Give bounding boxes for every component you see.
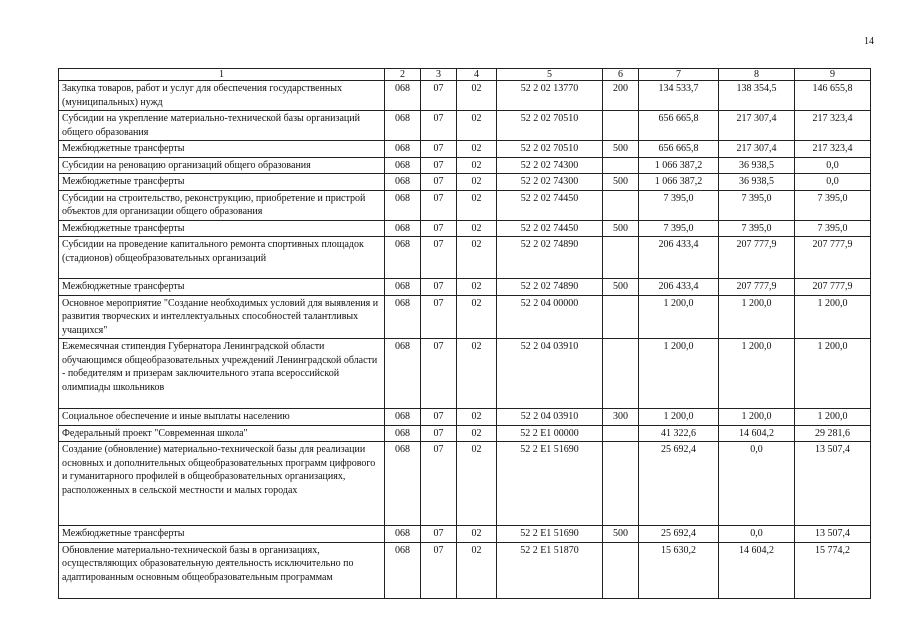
row-c4-cell: 02 xyxy=(457,111,497,141)
row-c9-cell: 146 655,8 xyxy=(795,81,871,111)
row-name-cell: Федеральный проект "Современная школа" xyxy=(59,425,385,442)
row-name-cell: Межбюджетные трансферты xyxy=(59,220,385,237)
row-c4-cell: 02 xyxy=(457,141,497,158)
header-cell: 3 xyxy=(421,69,457,81)
row-c3-cell: 07 xyxy=(421,339,457,409)
row-c3-cell: 07 xyxy=(421,220,457,237)
row-c3-cell: 07 xyxy=(421,279,457,296)
row-c9-cell: 15 774,2 xyxy=(795,542,871,598)
row-c9-cell: 207 777,9 xyxy=(795,237,871,279)
row-c9-cell: 1 200,0 xyxy=(795,409,871,426)
row-c3-cell: 07 xyxy=(421,141,457,158)
row-c9-cell: 7 395,0 xyxy=(795,190,871,220)
row-c9-cell: 29 281,6 xyxy=(795,425,871,442)
row-c9-cell: 13 507,4 xyxy=(795,442,871,526)
header-cell: 9 xyxy=(795,69,871,81)
row-c5-cell: 52 2 02 13770 xyxy=(497,81,603,111)
table-row xyxy=(59,81,871,111)
row-name-cell: Закупка товаров, работ и услуг для обеспечения государственных (муниципальных) нужд xyxy=(59,81,385,111)
row-c4-cell: 02 xyxy=(457,81,497,111)
header-cell: 6 xyxy=(603,69,639,81)
table-row xyxy=(59,190,871,220)
row-c5-cell: 52 2 02 74450 xyxy=(497,190,603,220)
row-c5-cell: 52 2 E1 51690 xyxy=(497,442,603,526)
row-c6-cell xyxy=(603,157,639,174)
row-c2-cell: 068 xyxy=(385,425,421,442)
row-c2-cell: 068 xyxy=(385,237,421,279)
table-row xyxy=(59,409,871,426)
row-c6-cell xyxy=(603,339,639,409)
header-cell: 4 xyxy=(457,69,497,81)
row-c8-cell: 7 395,0 xyxy=(719,190,795,220)
table-row xyxy=(59,425,871,442)
row-c7-cell: 25 692,4 xyxy=(639,526,719,543)
row-c4-cell: 02 xyxy=(457,220,497,237)
row-c3-cell: 07 xyxy=(421,81,457,111)
row-c9-cell: 0,0 xyxy=(795,174,871,191)
table-row xyxy=(59,442,871,526)
row-name-cell: Субсидии на проведение капитального ремонта спортивных площадок (стадионов) общеобразовательных организаций xyxy=(59,237,385,279)
row-name-cell: Межбюджетные трансферты xyxy=(59,141,385,158)
row-c8-cell: 217 307,4 xyxy=(719,111,795,141)
row-name-cell: Субсидии на строительство, реконструкцию, приобретение и пристрой объектов для организации общего образования xyxy=(59,190,385,220)
row-c3-cell: 07 xyxy=(421,111,457,141)
row-c6-cell: 500 xyxy=(603,141,639,158)
table-row xyxy=(59,542,871,598)
row-c5-cell: 52 2 02 70510 xyxy=(497,111,603,141)
budget-table xyxy=(58,68,871,599)
row-c5-cell: 52 2 E1 51870 xyxy=(497,542,603,598)
row-c7-cell: 206 433,4 xyxy=(639,279,719,296)
row-name-cell: Социальное обеспечение и иные выплаты населению xyxy=(59,409,385,426)
row-c8-cell: 207 777,9 xyxy=(719,237,795,279)
row-c2-cell: 068 xyxy=(385,220,421,237)
row-c7-cell: 206 433,4 xyxy=(639,237,719,279)
table-row xyxy=(59,339,871,409)
row-c3-cell: 07 xyxy=(421,542,457,598)
table-row xyxy=(59,111,871,141)
row-name-cell: Основное мероприятие "Создание необходимых условий для выявления и развития творческих и интеллектуальных способностей талантливых учащихся" xyxy=(59,295,385,339)
row-c6-cell xyxy=(603,425,639,442)
row-c9-cell: 217 323,4 xyxy=(795,141,871,158)
row-c2-cell: 068 xyxy=(385,526,421,543)
row-c5-cell: 52 2 04 03910 xyxy=(497,409,603,426)
row-c3-cell: 07 xyxy=(421,409,457,426)
row-c5-cell: 52 2 E1 00000 xyxy=(497,425,603,442)
row-c9-cell: 1 200,0 xyxy=(795,339,871,409)
table-row xyxy=(59,295,871,339)
row-c6-cell xyxy=(603,237,639,279)
row-c4-cell: 02 xyxy=(457,190,497,220)
row-name-cell: Ежемесячная стипендия Губернатора Ленинградской области обучающимся общеобразовательных учреждений Ленинградской области - победителям и призерам заключительного этапа всероссийской олимпиады школьников xyxy=(59,339,385,409)
row-name-cell: Межбюджетные трансферты xyxy=(59,174,385,191)
row-c3-cell: 07 xyxy=(421,295,457,339)
row-c5-cell: 52 2 04 03910 xyxy=(497,339,603,409)
row-c6-cell: 500 xyxy=(603,220,639,237)
row-c7-cell: 25 692,4 xyxy=(639,442,719,526)
row-name-cell: Межбюджетные трансферты xyxy=(59,526,385,543)
row-c4-cell: 02 xyxy=(457,542,497,598)
row-c2-cell: 068 xyxy=(385,339,421,409)
row-c9-cell: 13 507,4 xyxy=(795,526,871,543)
row-c4-cell: 02 xyxy=(457,279,497,296)
row-c8-cell: 14 604,2 xyxy=(719,542,795,598)
header-cell: 5 xyxy=(497,69,603,81)
row-c2-cell: 068 xyxy=(385,542,421,598)
row-c4-cell: 02 xyxy=(457,409,497,426)
row-c2-cell: 068 xyxy=(385,409,421,426)
row-c6-cell xyxy=(603,442,639,526)
row-c2-cell: 068 xyxy=(385,442,421,526)
row-c7-cell: 15 630,2 xyxy=(639,542,719,598)
row-c2-cell: 068 xyxy=(385,111,421,141)
row-c7-cell: 7 395,0 xyxy=(639,220,719,237)
row-c4-cell: 02 xyxy=(457,174,497,191)
row-c4-cell: 02 xyxy=(457,295,497,339)
row-c5-cell: 52 2 02 74300 xyxy=(497,157,603,174)
table-row xyxy=(59,237,871,279)
row-c5-cell: 52 2 02 74300 xyxy=(497,174,603,191)
row-name-cell: Обновление материально-технической базы в организациях, осуществляющих образовательную деятельность исключительно по адаптированным основным общеобразовательным программам xyxy=(59,542,385,598)
row-c7-cell: 656 665,8 xyxy=(639,111,719,141)
table-row xyxy=(59,526,871,543)
row-c5-cell: 52 2 02 74890 xyxy=(497,279,603,296)
row-c7-cell: 134 533,7 xyxy=(639,81,719,111)
row-c7-cell: 7 395,0 xyxy=(639,190,719,220)
row-c6-cell: 500 xyxy=(603,174,639,191)
row-c6-cell xyxy=(603,111,639,141)
row-c6-cell xyxy=(603,542,639,598)
row-c8-cell: 1 200,0 xyxy=(719,409,795,426)
row-c2-cell: 068 xyxy=(385,141,421,158)
header-cell: 8 xyxy=(719,69,795,81)
row-c3-cell: 07 xyxy=(421,190,457,220)
row-c8-cell: 207 777,9 xyxy=(719,279,795,296)
header-row xyxy=(59,69,871,81)
row-c5-cell: 52 2 02 70510 xyxy=(497,141,603,158)
header-cell: 7 xyxy=(639,69,719,81)
row-c8-cell: 14 604,2 xyxy=(719,425,795,442)
table-row xyxy=(59,279,871,296)
row-c3-cell: 07 xyxy=(421,442,457,526)
row-name-cell: Субсидии на реновацию организаций общего образования xyxy=(59,157,385,174)
row-c9-cell: 217 323,4 xyxy=(795,111,871,141)
row-c2-cell: 068 xyxy=(385,190,421,220)
row-c8-cell: 138 354,5 xyxy=(719,81,795,111)
row-name-cell: Создание (обновление) материально-технической базы для реализации основных и дополнительных общеобразовательных программ цифрового и гуманитарного профилей в общеобразовательных организациях, расположенных в сельской местности и малых городах xyxy=(59,442,385,526)
row-c4-cell: 02 xyxy=(457,157,497,174)
table-row xyxy=(59,141,871,158)
row-c5-cell: 52 2 E1 51690 xyxy=(497,526,603,543)
row-c3-cell: 07 xyxy=(421,157,457,174)
row-c5-cell: 52 2 02 74890 xyxy=(497,237,603,279)
row-c7-cell: 41 322,6 xyxy=(639,425,719,442)
row-c8-cell: 0,0 xyxy=(719,442,795,526)
row-c4-cell: 02 xyxy=(457,237,497,279)
row-c9-cell: 7 395,0 xyxy=(795,220,871,237)
table-row xyxy=(59,220,871,237)
header-cell: 2 xyxy=(385,69,421,81)
table-row xyxy=(59,174,871,191)
row-c8-cell: 36 938,5 xyxy=(719,174,795,191)
row-c6-cell xyxy=(603,295,639,339)
row-c2-cell: 068 xyxy=(385,295,421,339)
row-c2-cell: 068 xyxy=(385,157,421,174)
row-c8-cell: 0,0 xyxy=(719,526,795,543)
row-c4-cell: 02 xyxy=(457,442,497,526)
header-cell: 1 xyxy=(59,69,385,81)
row-c8-cell: 36 938,5 xyxy=(719,157,795,174)
table-row xyxy=(59,157,871,174)
row-c8-cell: 7 395,0 xyxy=(719,220,795,237)
row-c3-cell: 07 xyxy=(421,425,457,442)
row-c7-cell: 1 200,0 xyxy=(639,339,719,409)
row-c7-cell: 1 066 387,2 xyxy=(639,174,719,191)
row-c9-cell: 1 200,0 xyxy=(795,295,871,339)
row-c7-cell: 1 200,0 xyxy=(639,409,719,426)
row-c6-cell: 500 xyxy=(603,279,639,296)
row-c8-cell: 1 200,0 xyxy=(719,339,795,409)
row-c5-cell: 52 2 02 74450 xyxy=(497,220,603,237)
row-c6-cell: 500 xyxy=(603,526,639,543)
row-c7-cell: 1 200,0 xyxy=(639,295,719,339)
row-c5-cell: 52 2 04 00000 xyxy=(497,295,603,339)
row-c2-cell: 068 xyxy=(385,81,421,111)
row-name-cell: Межбюджетные трансферты xyxy=(59,279,385,296)
row-name-cell: Субсидии на укрепление материально-технической базы организаций общего образования xyxy=(59,111,385,141)
row-c8-cell: 217 307,4 xyxy=(719,141,795,158)
row-c4-cell: 02 xyxy=(457,425,497,442)
row-c6-cell: 200 xyxy=(603,81,639,111)
row-c6-cell: 300 xyxy=(603,409,639,426)
row-c6-cell xyxy=(603,190,639,220)
page-number: 14 xyxy=(864,36,874,47)
row-c7-cell: 656 665,8 xyxy=(639,141,719,158)
row-c3-cell: 07 xyxy=(421,526,457,543)
row-c4-cell: 02 xyxy=(457,526,497,543)
row-c7-cell: 1 066 387,2 xyxy=(639,157,719,174)
row-c2-cell: 068 xyxy=(385,279,421,296)
row-c2-cell: 068 xyxy=(385,174,421,191)
row-c4-cell: 02 xyxy=(457,339,497,409)
row-c3-cell: 07 xyxy=(421,237,457,279)
row-c3-cell: 07 xyxy=(421,174,457,191)
row-c8-cell: 1 200,0 xyxy=(719,295,795,339)
row-c9-cell: 0,0 xyxy=(795,157,871,174)
row-c9-cell: 207 777,9 xyxy=(795,279,871,296)
